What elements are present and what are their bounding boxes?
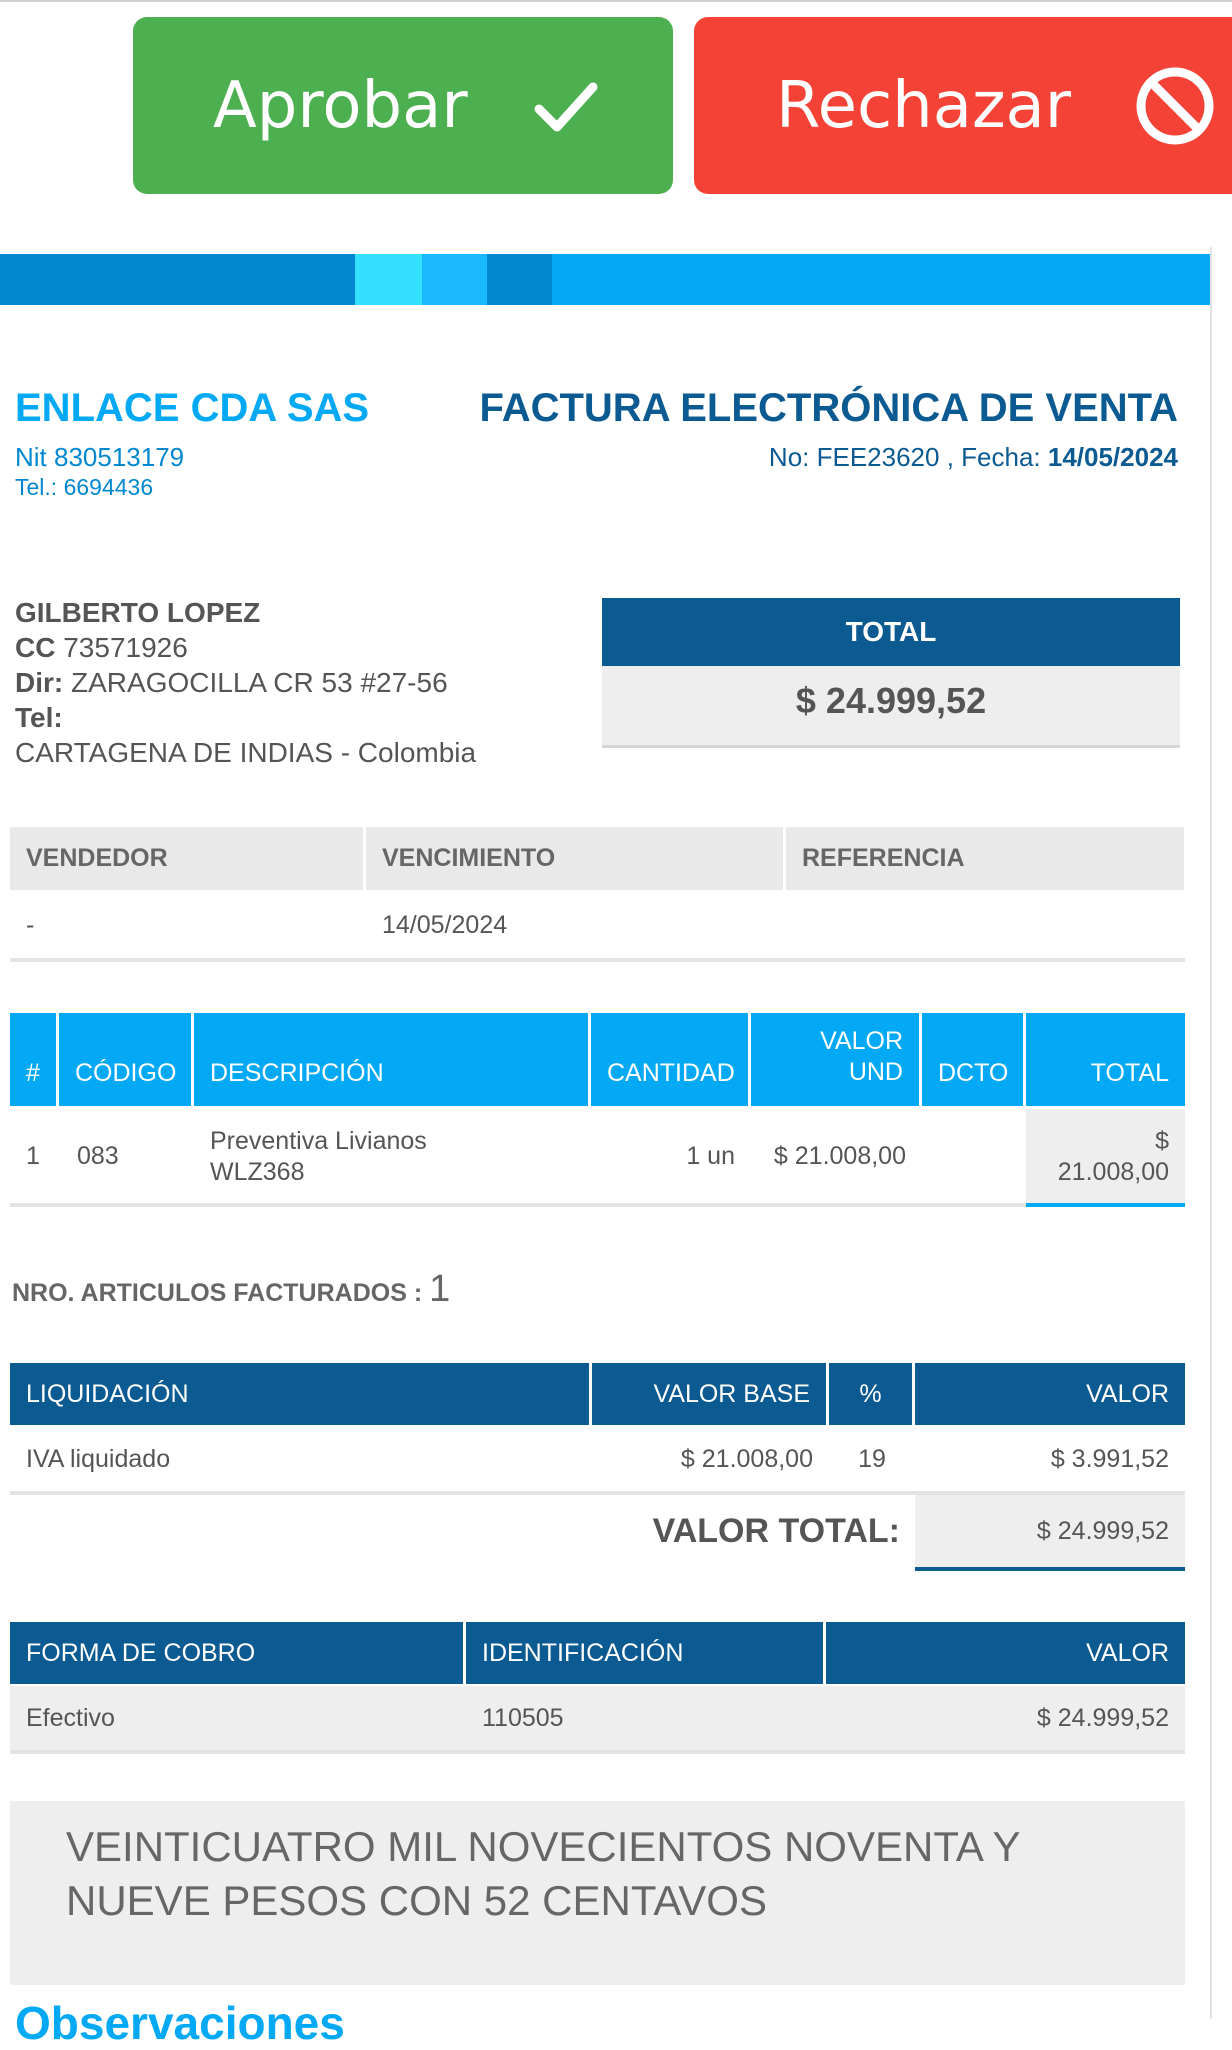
item-description: Preventiva Livianos WLZ368 [210, 1126, 427, 1186]
customer-name: GILBERTO LOPEZ [15, 597, 261, 628]
company-name: ENLACE CDA SAS [15, 386, 370, 430]
item-total: $ 21.008,00 [1057, 1126, 1169, 1186]
header-stripe-segment [422, 254, 487, 305]
top-divider [0, 0, 1232, 2]
item-num: 1 [26, 1142, 40, 1170]
header-stripe-segment [552, 254, 1210, 305]
reject-button[interactable] [694, 17, 1232, 194]
company-nit: Nit 830513179 [15, 442, 185, 472]
document-title: FACTURA ELECTRÓNICA DE VENTA [479, 386, 1178, 430]
col-identificacion: IDENTIFICACIÓN [466, 1622, 826, 1684]
col-payment-valor: VALOR [826, 1622, 1185, 1684]
divider [10, 1750, 1185, 1754]
col-total: TOTAL [1026, 1013, 1185, 1106]
divider [10, 958, 1185, 962]
payment-identification: 110505 [482, 1703, 564, 1732]
customer-address: Dir: ZARAGOCILLA CR 53 #27-56 [15, 667, 448, 698]
block-icon [1132, 63, 1218, 149]
header-stripe-segment [0, 254, 355, 305]
total-label: TOTAL [602, 598, 1180, 666]
amount-in-words: VEINTICUATRO MIL NOVECIENTOS NOVENTA Y NUEVE PESOS CON 52 CENTAVOS [66, 1823, 1020, 1924]
col-referencia: REFERENCIA [786, 827, 1184, 890]
item-unit-value: $ 21.008,00 [773, 1142, 906, 1170]
items-count: NRO. ARTICULOS FACTURADOS : 1 [12, 1268, 451, 1310]
document-date: 14/05/2024 [1047, 442, 1178, 472]
total-underline [1026, 1203, 1185, 1207]
col-percent: % [829, 1363, 915, 1425]
reject-label: Rechazar [776, 68, 1072, 143]
col-liquidacion: LIQUIDACIÓN [10, 1363, 592, 1425]
header-stripe-segment [355, 254, 422, 305]
col-num: # [10, 1013, 59, 1106]
approve-label: Aprobar [213, 68, 468, 143]
liq-percent: 19 [858, 1444, 886, 1473]
valor-total-value: $ 24.999,52 [1036, 1517, 1169, 1545]
item-quantity: 1 un [686, 1142, 735, 1170]
valor-total-label: VALOR TOTAL: [652, 1512, 900, 1550]
item-code: 083 [77, 1142, 119, 1170]
observations-title: Observaciones [15, 1997, 345, 2049]
referencia-value [786, 892, 1184, 958]
document-meta [769, 442, 1178, 473]
col-vendedor: VENDEDOR [10, 827, 366, 890]
col-unit-value: VALOR UND [751, 1013, 922, 1106]
col-vencimiento: VENCIMIENTO [366, 827, 786, 890]
check-icon [533, 77, 599, 137]
document-number: No: FEE23620 , Fecha: [768, 442, 1048, 472]
payment-method: Efectivo [26, 1703, 115, 1732]
customer-city: CARTAGENA DE INDIAS - Colombia [15, 737, 477, 768]
col-discount: DCTO [922, 1013, 1026, 1106]
total-value: $ 24.999,52 [795, 680, 987, 721]
company-phone: Tel.: 6694436 [15, 474, 154, 500]
col-valor-base: VALOR BASE [592, 1363, 829, 1425]
liq-value: $ 3.991,52 [1050, 1444, 1169, 1473]
customer-id: CC 73571926 [15, 632, 188, 663]
col-quantity: CANTIDAD [591, 1013, 751, 1106]
liq-concept: IVA liquidado [26, 1444, 171, 1473]
vendedor-value: - [26, 910, 35, 939]
customer-phone: Tel: [15, 702, 63, 733]
valor-total-underline [915, 1567, 1185, 1571]
payment-value: $ 24.999,52 [1036, 1703, 1169, 1732]
divider [10, 1203, 1026, 1207]
approve-button[interactable] [133, 17, 673, 194]
vencimiento-value: 14/05/2024 [382, 910, 508, 939]
col-forma-cobro: FORMA DE COBRO [10, 1622, 466, 1684]
col-code: CÓDIGO [59, 1013, 194, 1106]
col-valor: VALOR [915, 1363, 1185, 1425]
liq-base: $ 21.008,00 [680, 1444, 813, 1473]
header-stripe-segment [487, 254, 552, 305]
item-discount [922, 1109, 1026, 1204]
col-description: DESCRIPCIÓN [194, 1013, 591, 1106]
